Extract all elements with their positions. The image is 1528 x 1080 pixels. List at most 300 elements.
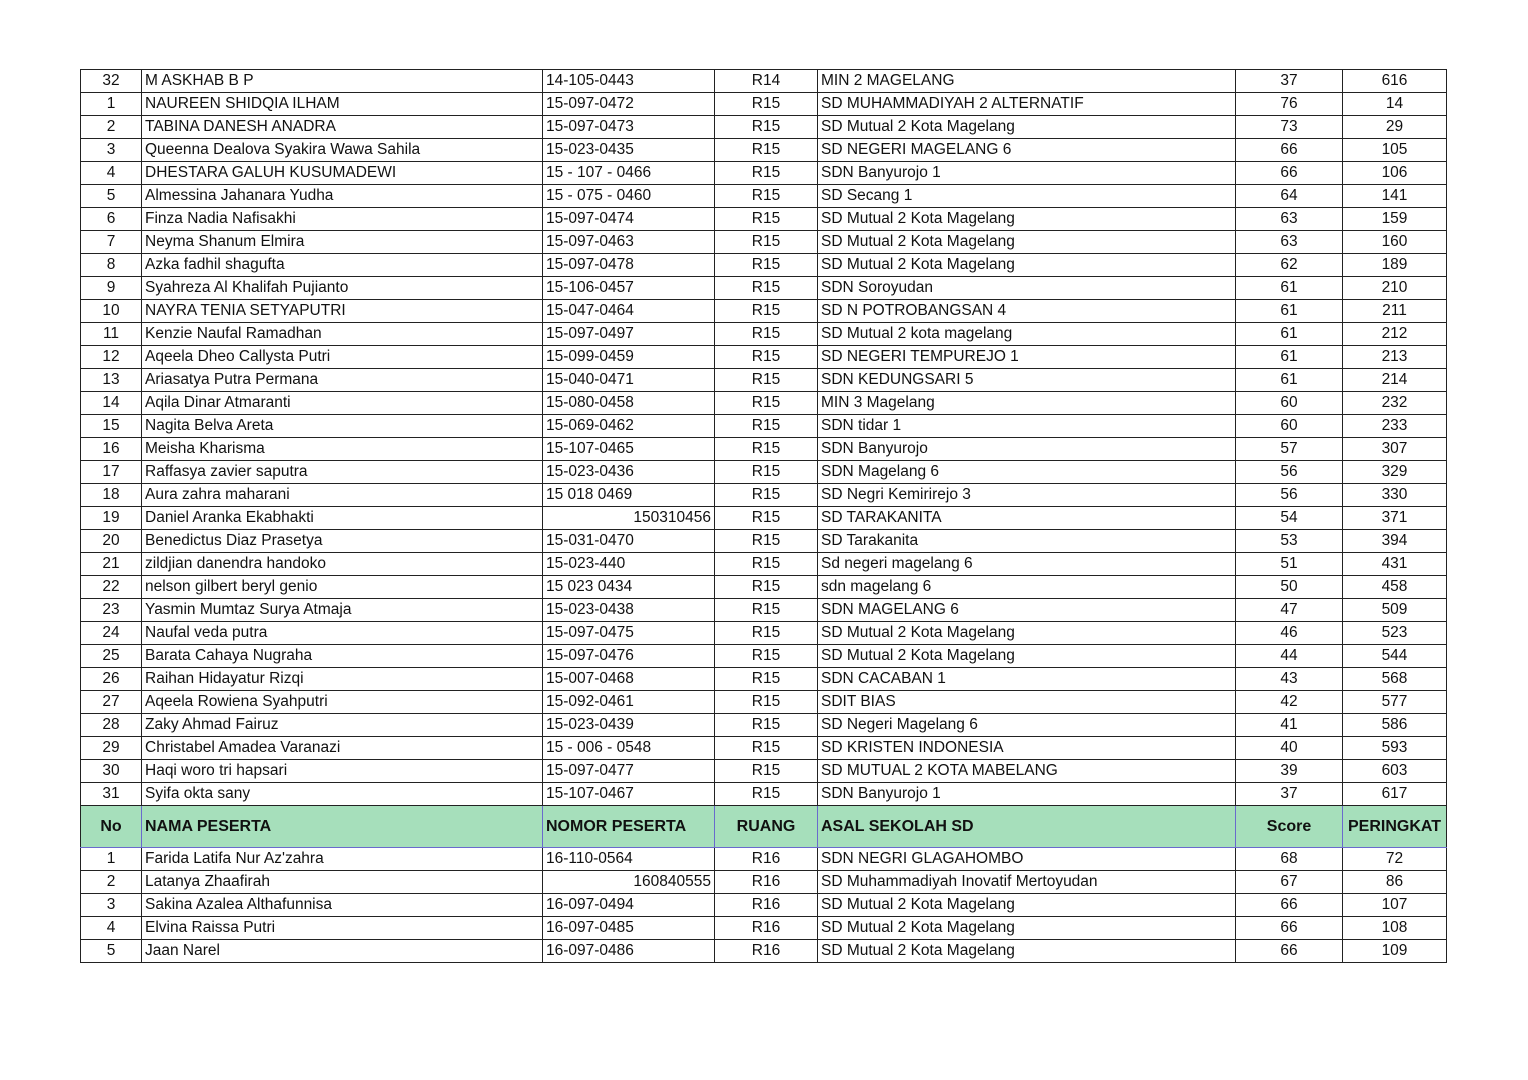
cell-asal-sekolah: SDN CACABAN 1 xyxy=(818,668,1236,691)
cell-ruang: R15 xyxy=(715,139,818,162)
cell-asal-sekolah: SDIT BIAS xyxy=(818,691,1236,714)
table-row xyxy=(81,940,1447,963)
cell-ruang: R15 xyxy=(715,346,818,369)
cell-peringkat: 14 xyxy=(1343,93,1447,116)
cell-ruang: R15 xyxy=(715,622,818,645)
cell-nomor-peserta: 15-097-0463 xyxy=(543,231,715,254)
cell-asal-sekolah: SDN Magelang 6 xyxy=(818,461,1236,484)
cell-asal-sekolah: SD MUTUAL 2 KOTA MABELANG xyxy=(818,760,1236,783)
cell-no: 28 xyxy=(81,714,142,737)
cell-asal-sekolah: SDN Banyurojo xyxy=(818,438,1236,461)
cell-peringkat: 394 xyxy=(1343,530,1447,553)
cell-no: 18 xyxy=(81,484,142,507)
table-body-r16 xyxy=(81,848,1447,963)
cell-peringkat: 105 xyxy=(1343,139,1447,162)
cell-score: 54 xyxy=(1236,507,1343,530)
cell-peringkat: 307 xyxy=(1343,438,1447,461)
cell-asal-sekolah: SD Tarakanita xyxy=(818,530,1236,553)
cell-no: 22 xyxy=(81,576,142,599)
table-row xyxy=(81,622,1447,645)
cell-nama-peserta: zildjian danendra handoko xyxy=(142,553,543,576)
results-sheet xyxy=(80,69,1447,963)
cell-no: 23 xyxy=(81,599,142,622)
cell-nama-peserta: Queenna Dealova Syakira Wawa Sahila xyxy=(142,139,543,162)
cell-no: 29 xyxy=(81,737,142,760)
cell-peringkat: 159 xyxy=(1343,208,1447,231)
cell-nomor-peserta: 16-097-0486 xyxy=(543,940,715,963)
cell-ruang: R15 xyxy=(715,392,818,415)
cell-asal-sekolah: SD Secang 1 xyxy=(818,185,1236,208)
cell-no: 32 xyxy=(81,70,142,93)
cell-score: 44 xyxy=(1236,645,1343,668)
cell-nama-peserta: Syifa okta sany xyxy=(142,783,543,806)
cell-ruang: R15 xyxy=(715,783,818,806)
cell-asal-sekolah: SDN tidar 1 xyxy=(818,415,1236,438)
cell-asal-sekolah: SD NEGERI TEMPUREJO 1 xyxy=(818,346,1236,369)
cell-nomor-peserta: 15-023-0438 xyxy=(543,599,715,622)
cell-asal-sekolah: SDN Banyurojo 1 xyxy=(818,162,1236,185)
cell-peringkat: 568 xyxy=(1343,668,1447,691)
cell-nomor-peserta: 15-097-0474 xyxy=(543,208,715,231)
table-row xyxy=(81,346,1447,369)
cell-no: 15 xyxy=(81,415,142,438)
cell-score: 66 xyxy=(1236,940,1343,963)
cell-peringkat: 72 xyxy=(1343,848,1447,871)
table-row xyxy=(81,714,1447,737)
cell-nomor-peserta: 16-110-0564 xyxy=(543,848,715,871)
cell-ruang: R15 xyxy=(715,714,818,737)
table-header-row xyxy=(81,806,1447,848)
cell-nomor-peserta: 15-097-0472 xyxy=(543,93,715,116)
cell-score: 68 xyxy=(1236,848,1343,871)
cell-peringkat: 108 xyxy=(1343,917,1447,940)
cell-no: 17 xyxy=(81,461,142,484)
cell-nomor-peserta: 150310456 xyxy=(543,507,715,530)
cell-ruang: R16 xyxy=(715,894,818,917)
cell-score: 43 xyxy=(1236,668,1343,691)
cell-asal-sekolah: SDN KEDUNGSARI 5 xyxy=(818,369,1236,392)
cell-nomor-peserta: 15-107-0465 xyxy=(543,438,715,461)
cell-asal-sekolah: SD Mutual 2 Kota Magelang xyxy=(818,645,1236,668)
cell-nama-peserta: Kenzie Naufal Ramadhan xyxy=(142,323,543,346)
cell-ruang: R16 xyxy=(715,940,818,963)
cell-score: 60 xyxy=(1236,392,1343,415)
cell-asal-sekolah: SD Negeri Magelang 6 xyxy=(818,714,1236,737)
cell-no: 12 xyxy=(81,346,142,369)
cell-no: 4 xyxy=(81,917,142,940)
cell-ruang: R16 xyxy=(715,871,818,894)
cell-nomor-peserta: 15-097-0476 xyxy=(543,645,715,668)
cell-peringkat: 141 xyxy=(1343,185,1447,208)
cell-nomor-peserta: 15-023-440 xyxy=(543,553,715,576)
cell-no: 30 xyxy=(81,760,142,783)
table-row xyxy=(81,461,1447,484)
cell-no: 27 xyxy=(81,691,142,714)
table-row xyxy=(81,254,1447,277)
table-row xyxy=(81,438,1447,461)
cell-asal-sekolah: SD Mutual 2 Kota Magelang xyxy=(818,116,1236,139)
cell-nomor-peserta: 15-080-0458 xyxy=(543,392,715,415)
cell-nama-peserta: TABINA DANESH ANADRA xyxy=(142,116,543,139)
cell-no: 31 xyxy=(81,783,142,806)
cell-nama-peserta: nelson gilbert beryl genio xyxy=(142,576,543,599)
header-asal-sekolah: ASAL SEKOLAH SD xyxy=(818,806,1236,848)
cell-ruang: R15 xyxy=(715,162,818,185)
cell-ruang: R15 xyxy=(715,760,818,783)
cell-ruang: R14 xyxy=(715,70,818,93)
table-row xyxy=(81,691,1447,714)
cell-score: 62 xyxy=(1236,254,1343,277)
cell-score: 66 xyxy=(1236,139,1343,162)
cell-peringkat: 593 xyxy=(1343,737,1447,760)
cell-score: 63 xyxy=(1236,208,1343,231)
cell-score: 61 xyxy=(1236,300,1343,323)
cell-asal-sekolah: SDN MAGELANG 6 xyxy=(818,599,1236,622)
cell-no: 6 xyxy=(81,208,142,231)
cell-ruang: R15 xyxy=(715,461,818,484)
cell-asal-sekolah: SD Mutual 2 Kota Magelang xyxy=(818,231,1236,254)
cell-score: 37 xyxy=(1236,783,1343,806)
cell-asal-sekolah: SD N POTROBANGSAN 4 xyxy=(818,300,1236,323)
table-row xyxy=(81,392,1447,415)
cell-nomor-peserta: 15-023-0436 xyxy=(543,461,715,484)
cell-score: 42 xyxy=(1236,691,1343,714)
cell-nama-peserta: Haqi woro tri hapsari xyxy=(142,760,543,783)
cell-asal-sekolah: SD KRISTEN INDONESIA xyxy=(818,737,1236,760)
cell-nama-peserta: Raihan Hidayatur Rizqi xyxy=(142,668,543,691)
table-row xyxy=(81,760,1447,783)
cell-nama-peserta: NAUREEN SHIDQIA ILHAM xyxy=(142,93,543,116)
cell-nama-peserta: Yasmin Mumtaz Surya Atmaja xyxy=(142,599,543,622)
cell-score: 56 xyxy=(1236,461,1343,484)
table-row xyxy=(81,162,1447,185)
table-row xyxy=(81,139,1447,162)
table-row xyxy=(81,70,1447,93)
cell-nomor-peserta: 16-097-0494 xyxy=(543,894,715,917)
cell-ruang: R15 xyxy=(715,438,818,461)
cell-nomor-peserta: 15-023-0439 xyxy=(543,714,715,737)
cell-nama-peserta: Almessina Jahanara Yudha xyxy=(142,185,543,208)
cell-nomor-peserta: 14-105-0443 xyxy=(543,70,715,93)
cell-asal-sekolah: SD Mutual 2 Kota Magelang xyxy=(818,917,1236,940)
table-row xyxy=(81,208,1447,231)
cell-ruang: R15 xyxy=(715,737,818,760)
cell-score: 66 xyxy=(1236,162,1343,185)
table-row xyxy=(81,277,1447,300)
cell-score: 67 xyxy=(1236,871,1343,894)
cell-peringkat: 544 xyxy=(1343,645,1447,668)
cell-score: 61 xyxy=(1236,277,1343,300)
cell-nomor-peserta: 15-097-0477 xyxy=(543,760,715,783)
table-header-group xyxy=(81,806,1447,848)
cell-no: 21 xyxy=(81,553,142,576)
table-row xyxy=(81,668,1447,691)
cell-ruang: R15 xyxy=(715,93,818,116)
cell-peringkat: 86 xyxy=(1343,871,1447,894)
cell-nomor-peserta: 15 023 0434 xyxy=(543,576,715,599)
cell-peringkat: 329 xyxy=(1343,461,1447,484)
cell-nama-peserta: Aqeela Rowiena Syahputri xyxy=(142,691,543,714)
table-row xyxy=(81,917,1447,940)
cell-ruang: R15 xyxy=(715,530,818,553)
cell-score: 60 xyxy=(1236,415,1343,438)
cell-ruang: R15 xyxy=(715,116,818,139)
cell-no: 11 xyxy=(81,323,142,346)
cell-nomor-peserta: 15-097-0478 xyxy=(543,254,715,277)
cell-no: 25 xyxy=(81,645,142,668)
cell-nama-peserta: Benedictus Diaz Prasetya xyxy=(142,530,543,553)
cell-no: 1 xyxy=(81,848,142,871)
cell-nomor-peserta: 15-099-0459 xyxy=(543,346,715,369)
cell-no: 26 xyxy=(81,668,142,691)
cell-ruang: R15 xyxy=(715,576,818,599)
table-row xyxy=(81,599,1447,622)
cell-peringkat: 616 xyxy=(1343,70,1447,93)
table-row xyxy=(81,93,1447,116)
cell-no: 24 xyxy=(81,622,142,645)
cell-no: 16 xyxy=(81,438,142,461)
cell-peringkat: 212 xyxy=(1343,323,1447,346)
table-row xyxy=(81,369,1447,392)
cell-ruang: R15 xyxy=(715,208,818,231)
cell-ruang: R15 xyxy=(715,645,818,668)
cell-nama-peserta: Raffasya zavier saputra xyxy=(142,461,543,484)
cell-score: 40 xyxy=(1236,737,1343,760)
cell-no: 13 xyxy=(81,369,142,392)
cell-asal-sekolah: SD Negri Kemirirejo 3 xyxy=(818,484,1236,507)
cell-score: 66 xyxy=(1236,894,1343,917)
cell-peringkat: 213 xyxy=(1343,346,1447,369)
cell-asal-sekolah: SD MUHAMMADIYAH 2 ALTERNATIF xyxy=(818,93,1236,116)
cell-score: 61 xyxy=(1236,369,1343,392)
cell-no: 5 xyxy=(81,185,142,208)
cell-no: 3 xyxy=(81,139,142,162)
cell-score: 53 xyxy=(1236,530,1343,553)
cell-peringkat: 577 xyxy=(1343,691,1447,714)
cell-ruang: R15 xyxy=(715,668,818,691)
cell-asal-sekolah: MIN 3 Magelang xyxy=(818,392,1236,415)
cell-peringkat: 214 xyxy=(1343,369,1447,392)
cell-no: 2 xyxy=(81,116,142,139)
cell-nama-peserta: Finza Nadia Nafisakhi xyxy=(142,208,543,231)
header-no: No xyxy=(81,806,142,848)
cell-nama-peserta: Aura zahra maharani xyxy=(142,484,543,507)
cell-ruang: R15 xyxy=(715,300,818,323)
cell-no: 8 xyxy=(81,254,142,277)
cell-nama-peserta: Ariasatya Putra Permana xyxy=(142,369,543,392)
table-row xyxy=(81,848,1447,871)
cell-nama-peserta: Barata Cahaya Nugraha xyxy=(142,645,543,668)
cell-no: 14 xyxy=(81,392,142,415)
cell-nomor-peserta: 15 - 107 - 0466 xyxy=(543,162,715,185)
cell-score: 63 xyxy=(1236,231,1343,254)
cell-nomor-peserta: 15 - 006 - 0548 xyxy=(543,737,715,760)
cell-nama-peserta: Syahreza Al Khalifah Pujianto xyxy=(142,277,543,300)
cell-no: 3 xyxy=(81,894,142,917)
cell-asal-sekolah: SDN Banyurojo 1 xyxy=(818,783,1236,806)
cell-nama-peserta: Azka fadhil shagufta xyxy=(142,254,543,277)
cell-ruang: R15 xyxy=(715,369,818,392)
table-row xyxy=(81,737,1447,760)
cell-peringkat: 330 xyxy=(1343,484,1447,507)
table-row xyxy=(81,323,1447,346)
table-row xyxy=(81,553,1447,576)
cell-no: 10 xyxy=(81,300,142,323)
cell-nama-peserta: Latanya Zhaafirah xyxy=(142,871,543,894)
cell-peringkat: 211 xyxy=(1343,300,1447,323)
header-ruang: RUANG xyxy=(715,806,818,848)
cell-nama-peserta: Neyma Shanum Elmira xyxy=(142,231,543,254)
cell-no: 19 xyxy=(81,507,142,530)
cell-no: 4 xyxy=(81,162,142,185)
cell-asal-sekolah: SD Mutual 2 Kota Magelang xyxy=(818,622,1236,645)
cell-asal-sekolah: SD Mutual 2 Kota Magelang xyxy=(818,894,1236,917)
cell-peringkat: 371 xyxy=(1343,507,1447,530)
cell-nama-peserta: Daniel Aranka Ekabhakti xyxy=(142,507,543,530)
cell-peringkat: 233 xyxy=(1343,415,1447,438)
cell-nomor-peserta: 15 - 075 - 0460 xyxy=(543,185,715,208)
cell-score: 41 xyxy=(1236,714,1343,737)
cell-score: 66 xyxy=(1236,917,1343,940)
cell-ruang: R15 xyxy=(715,415,818,438)
cell-peringkat: 586 xyxy=(1343,714,1447,737)
cell-asal-sekolah: SD Mutual 2 Kota Magelang xyxy=(818,254,1236,277)
cell-nama-peserta: Aqeela Dheo Callysta Putri xyxy=(142,346,543,369)
cell-no: 9 xyxy=(81,277,142,300)
cell-no: 2 xyxy=(81,871,142,894)
table-row xyxy=(81,507,1447,530)
cell-asal-sekolah: SDN NEGRI GLAGAHOMBO xyxy=(818,848,1236,871)
cell-nama-peserta: M ASKHAB B P xyxy=(142,70,543,93)
cell-ruang: R16 xyxy=(715,848,818,871)
cell-nama-peserta: NAYRA TENIA SETYAPUTRI xyxy=(142,300,543,323)
cell-nama-peserta: Meisha Kharisma xyxy=(142,438,543,461)
cell-nomor-peserta: 15-031-0470 xyxy=(543,530,715,553)
cell-ruang: R15 xyxy=(715,277,818,300)
table-row xyxy=(81,300,1447,323)
cell-nomor-peserta: 15-040-0471 xyxy=(543,369,715,392)
cell-ruang: R15 xyxy=(715,185,818,208)
cell-ruang: R15 xyxy=(715,691,818,714)
table-row xyxy=(81,871,1447,894)
cell-peringkat: 232 xyxy=(1343,392,1447,415)
cell-peringkat: 617 xyxy=(1343,783,1447,806)
cell-nomor-peserta: 16-097-0485 xyxy=(543,917,715,940)
cell-nomor-peserta: 15-107-0467 xyxy=(543,783,715,806)
cell-peringkat: 106 xyxy=(1343,162,1447,185)
cell-score: 47 xyxy=(1236,599,1343,622)
table-row xyxy=(81,231,1447,254)
cell-nomor-peserta: 15-069-0462 xyxy=(543,415,715,438)
table-row xyxy=(81,894,1447,917)
cell-peringkat: 210 xyxy=(1343,277,1447,300)
results-table xyxy=(80,69,1447,963)
header-score: Score xyxy=(1236,806,1343,848)
cell-nomor-peserta: 15 018 0469 xyxy=(543,484,715,507)
cell-score: 64 xyxy=(1236,185,1343,208)
cell-asal-sekolah: SD Mutual 2 kota magelang xyxy=(818,323,1236,346)
table-row xyxy=(81,185,1447,208)
cell-score: 51 xyxy=(1236,553,1343,576)
cell-nama-peserta: DHESTARA GALUH KUSUMADEWI xyxy=(142,162,543,185)
cell-nomor-peserta: 15-007-0468 xyxy=(543,668,715,691)
cell-ruang: R15 xyxy=(715,254,818,277)
cell-score: 37 xyxy=(1236,70,1343,93)
cell-score: 73 xyxy=(1236,116,1343,139)
cell-nomor-peserta: 15-047-0464 xyxy=(543,300,715,323)
cell-peringkat: 509 xyxy=(1343,599,1447,622)
cell-ruang: R15 xyxy=(715,507,818,530)
table-body-r14-r15 xyxy=(81,70,1447,806)
cell-no: 7 xyxy=(81,231,142,254)
cell-score: 50 xyxy=(1236,576,1343,599)
header-nama-peserta: NAMA PESERTA xyxy=(142,806,543,848)
cell-score: 76 xyxy=(1236,93,1343,116)
cell-score: 57 xyxy=(1236,438,1343,461)
cell-peringkat: 458 xyxy=(1343,576,1447,599)
cell-ruang: R15 xyxy=(715,553,818,576)
header-peringkat: PERINGKAT xyxy=(1343,806,1447,848)
header-nomor-peserta: NOMOR PESERTA xyxy=(543,806,715,848)
table-row xyxy=(81,783,1447,806)
cell-ruang: R15 xyxy=(715,484,818,507)
cell-score: 56 xyxy=(1236,484,1343,507)
cell-peringkat: 107 xyxy=(1343,894,1447,917)
cell-score: 39 xyxy=(1236,760,1343,783)
cell-asal-sekolah: MIN 2 MAGELANG xyxy=(818,70,1236,93)
table-row xyxy=(81,484,1447,507)
table-row xyxy=(81,415,1447,438)
cell-asal-sekolah: SD TARAKANITA xyxy=(818,507,1236,530)
cell-nomor-peserta: 15-023-0435 xyxy=(543,139,715,162)
cell-nomor-peserta: 15-106-0457 xyxy=(543,277,715,300)
cell-asal-sekolah: SDN Soroyudan xyxy=(818,277,1236,300)
table-row xyxy=(81,645,1447,668)
cell-peringkat: 29 xyxy=(1343,116,1447,139)
cell-asal-sekolah: SD NEGERI MAGELANG 6 xyxy=(818,139,1236,162)
cell-asal-sekolah: Sd negeri magelang 6 xyxy=(818,553,1236,576)
cell-peringkat: 160 xyxy=(1343,231,1447,254)
cell-nama-peserta: Sakina Azalea Althafunnisa xyxy=(142,894,543,917)
table-row xyxy=(81,576,1447,599)
cell-nama-peserta: Jaan Narel xyxy=(142,940,543,963)
cell-peringkat: 523 xyxy=(1343,622,1447,645)
cell-score: 46 xyxy=(1236,622,1343,645)
cell-peringkat: 109 xyxy=(1343,940,1447,963)
cell-nomor-peserta: 15-097-0473 xyxy=(543,116,715,139)
cell-no: 5 xyxy=(81,940,142,963)
cell-score: 61 xyxy=(1236,323,1343,346)
cell-nama-peserta: Naufal veda putra xyxy=(142,622,543,645)
cell-ruang: R15 xyxy=(715,231,818,254)
cell-nama-peserta: Aqila Dinar Atmaranti xyxy=(142,392,543,415)
cell-nama-peserta: Elvina Raissa Putri xyxy=(142,917,543,940)
cell-nama-peserta: Farida Latifa Nur Az'zahra xyxy=(142,848,543,871)
cell-nomor-peserta: 160840555 xyxy=(543,871,715,894)
cell-peringkat: 189 xyxy=(1343,254,1447,277)
cell-nama-peserta: Christabel Amadea Varanazi xyxy=(142,737,543,760)
cell-ruang: R15 xyxy=(715,323,818,346)
table-row xyxy=(81,116,1447,139)
cell-nomor-peserta: 15-097-0497 xyxy=(543,323,715,346)
cell-ruang: R16 xyxy=(715,917,818,940)
cell-nama-peserta: Nagita Belva Areta xyxy=(142,415,543,438)
cell-nomor-peserta: 15-092-0461 xyxy=(543,691,715,714)
cell-no: 1 xyxy=(81,93,142,116)
cell-peringkat: 603 xyxy=(1343,760,1447,783)
cell-score: 61 xyxy=(1236,346,1343,369)
cell-asal-sekolah: SD Muhammadiyah Inovatif Mertoyudan xyxy=(818,871,1236,894)
